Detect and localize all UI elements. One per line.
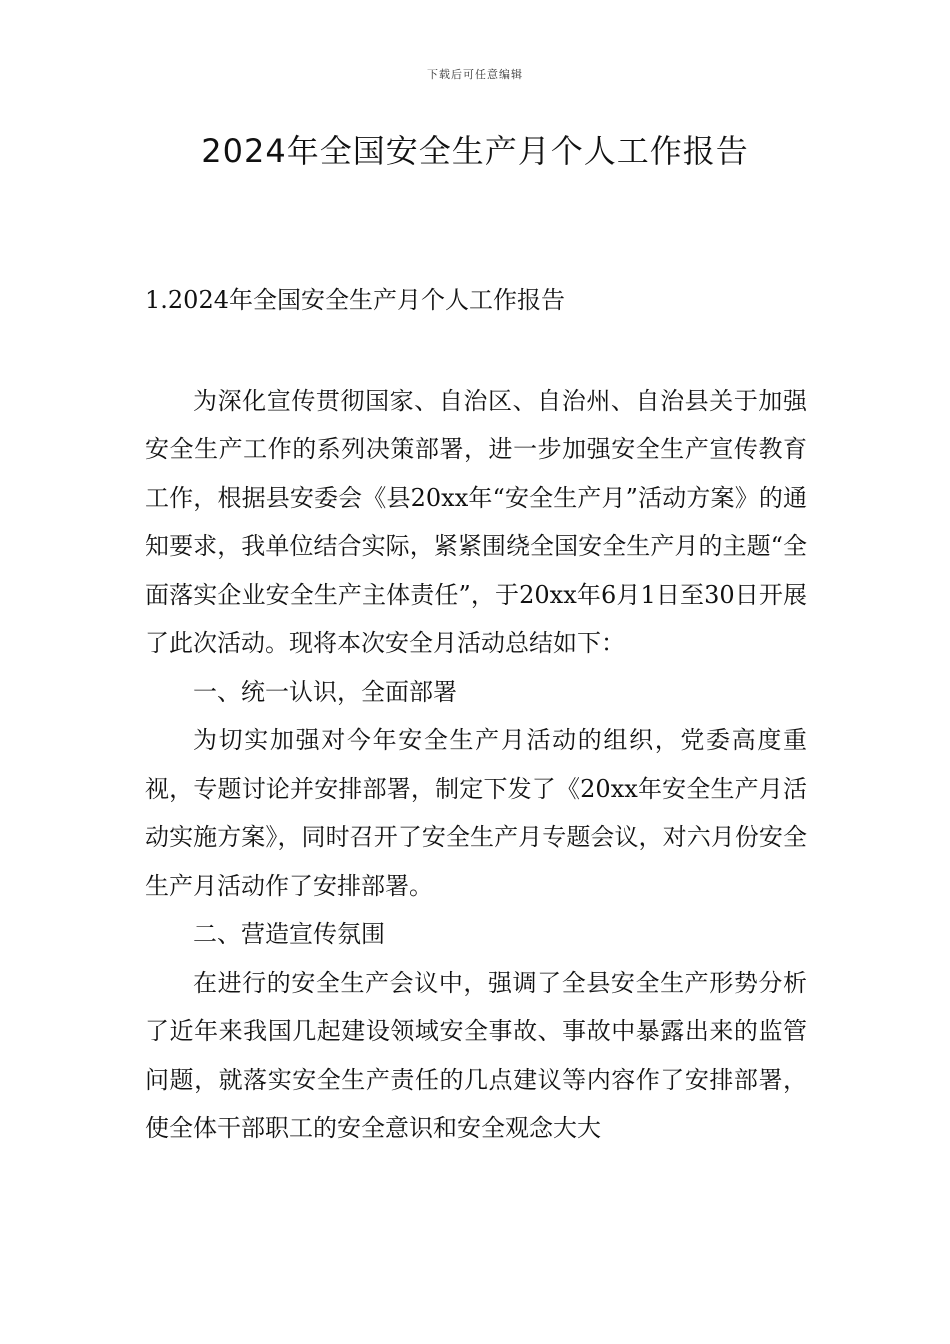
subheading-unify: 一、统一认识，全面部署 [193,677,457,706]
section-heading: 1.2024年全国安全生产月个人工作报告 [145,286,565,314]
subheading-atmosphere: 二、营造宣传氛围 [193,920,385,948]
document-title: 2024年全国安全生产月个人工作报告 [201,132,749,170]
document-body [145,276,807,1153]
paragraph-organization: 为切实加强对今年安全生产月活动的组织，党委高度重视，专题讨论并安排部署，制定下发了《20xx年安全生产月活动实施方案》，同时召开了安全生产月专题会议，对六月份安全生产月活动作了安排部署。 [145,726,807,900]
blank-line [145,325,807,373]
intro-paragraph: 为深化宣传贯彻国家、自治区、自治州、自治县关于加强安全生产工作的系列决策部署，进一步加强安全生产宣传教育工作，根据县安委会《县20xx年“安全生产月”活动方案》的通知要求，我单位结合实际，紧紧围绕全国安全生产月的主题“全面落实企业安全生产主体责任”，于20xx年6月1日至30日开展了此次活动。现将本次安全月活动总结如下： [145,386,807,657]
paragraph-meeting: 在进行的安全生产会议中，强调了全县安全生产形势分析了近年来我国几起建设领域安全事故、事故中暴露出来的监管问题，就落实安全生产责任的几点建议等内容作了安排部署，使全体干部职工的安全意识和安全观念大大 [145,968,807,1142]
header-note: 下载后可任意编辑 [427,68,523,81]
